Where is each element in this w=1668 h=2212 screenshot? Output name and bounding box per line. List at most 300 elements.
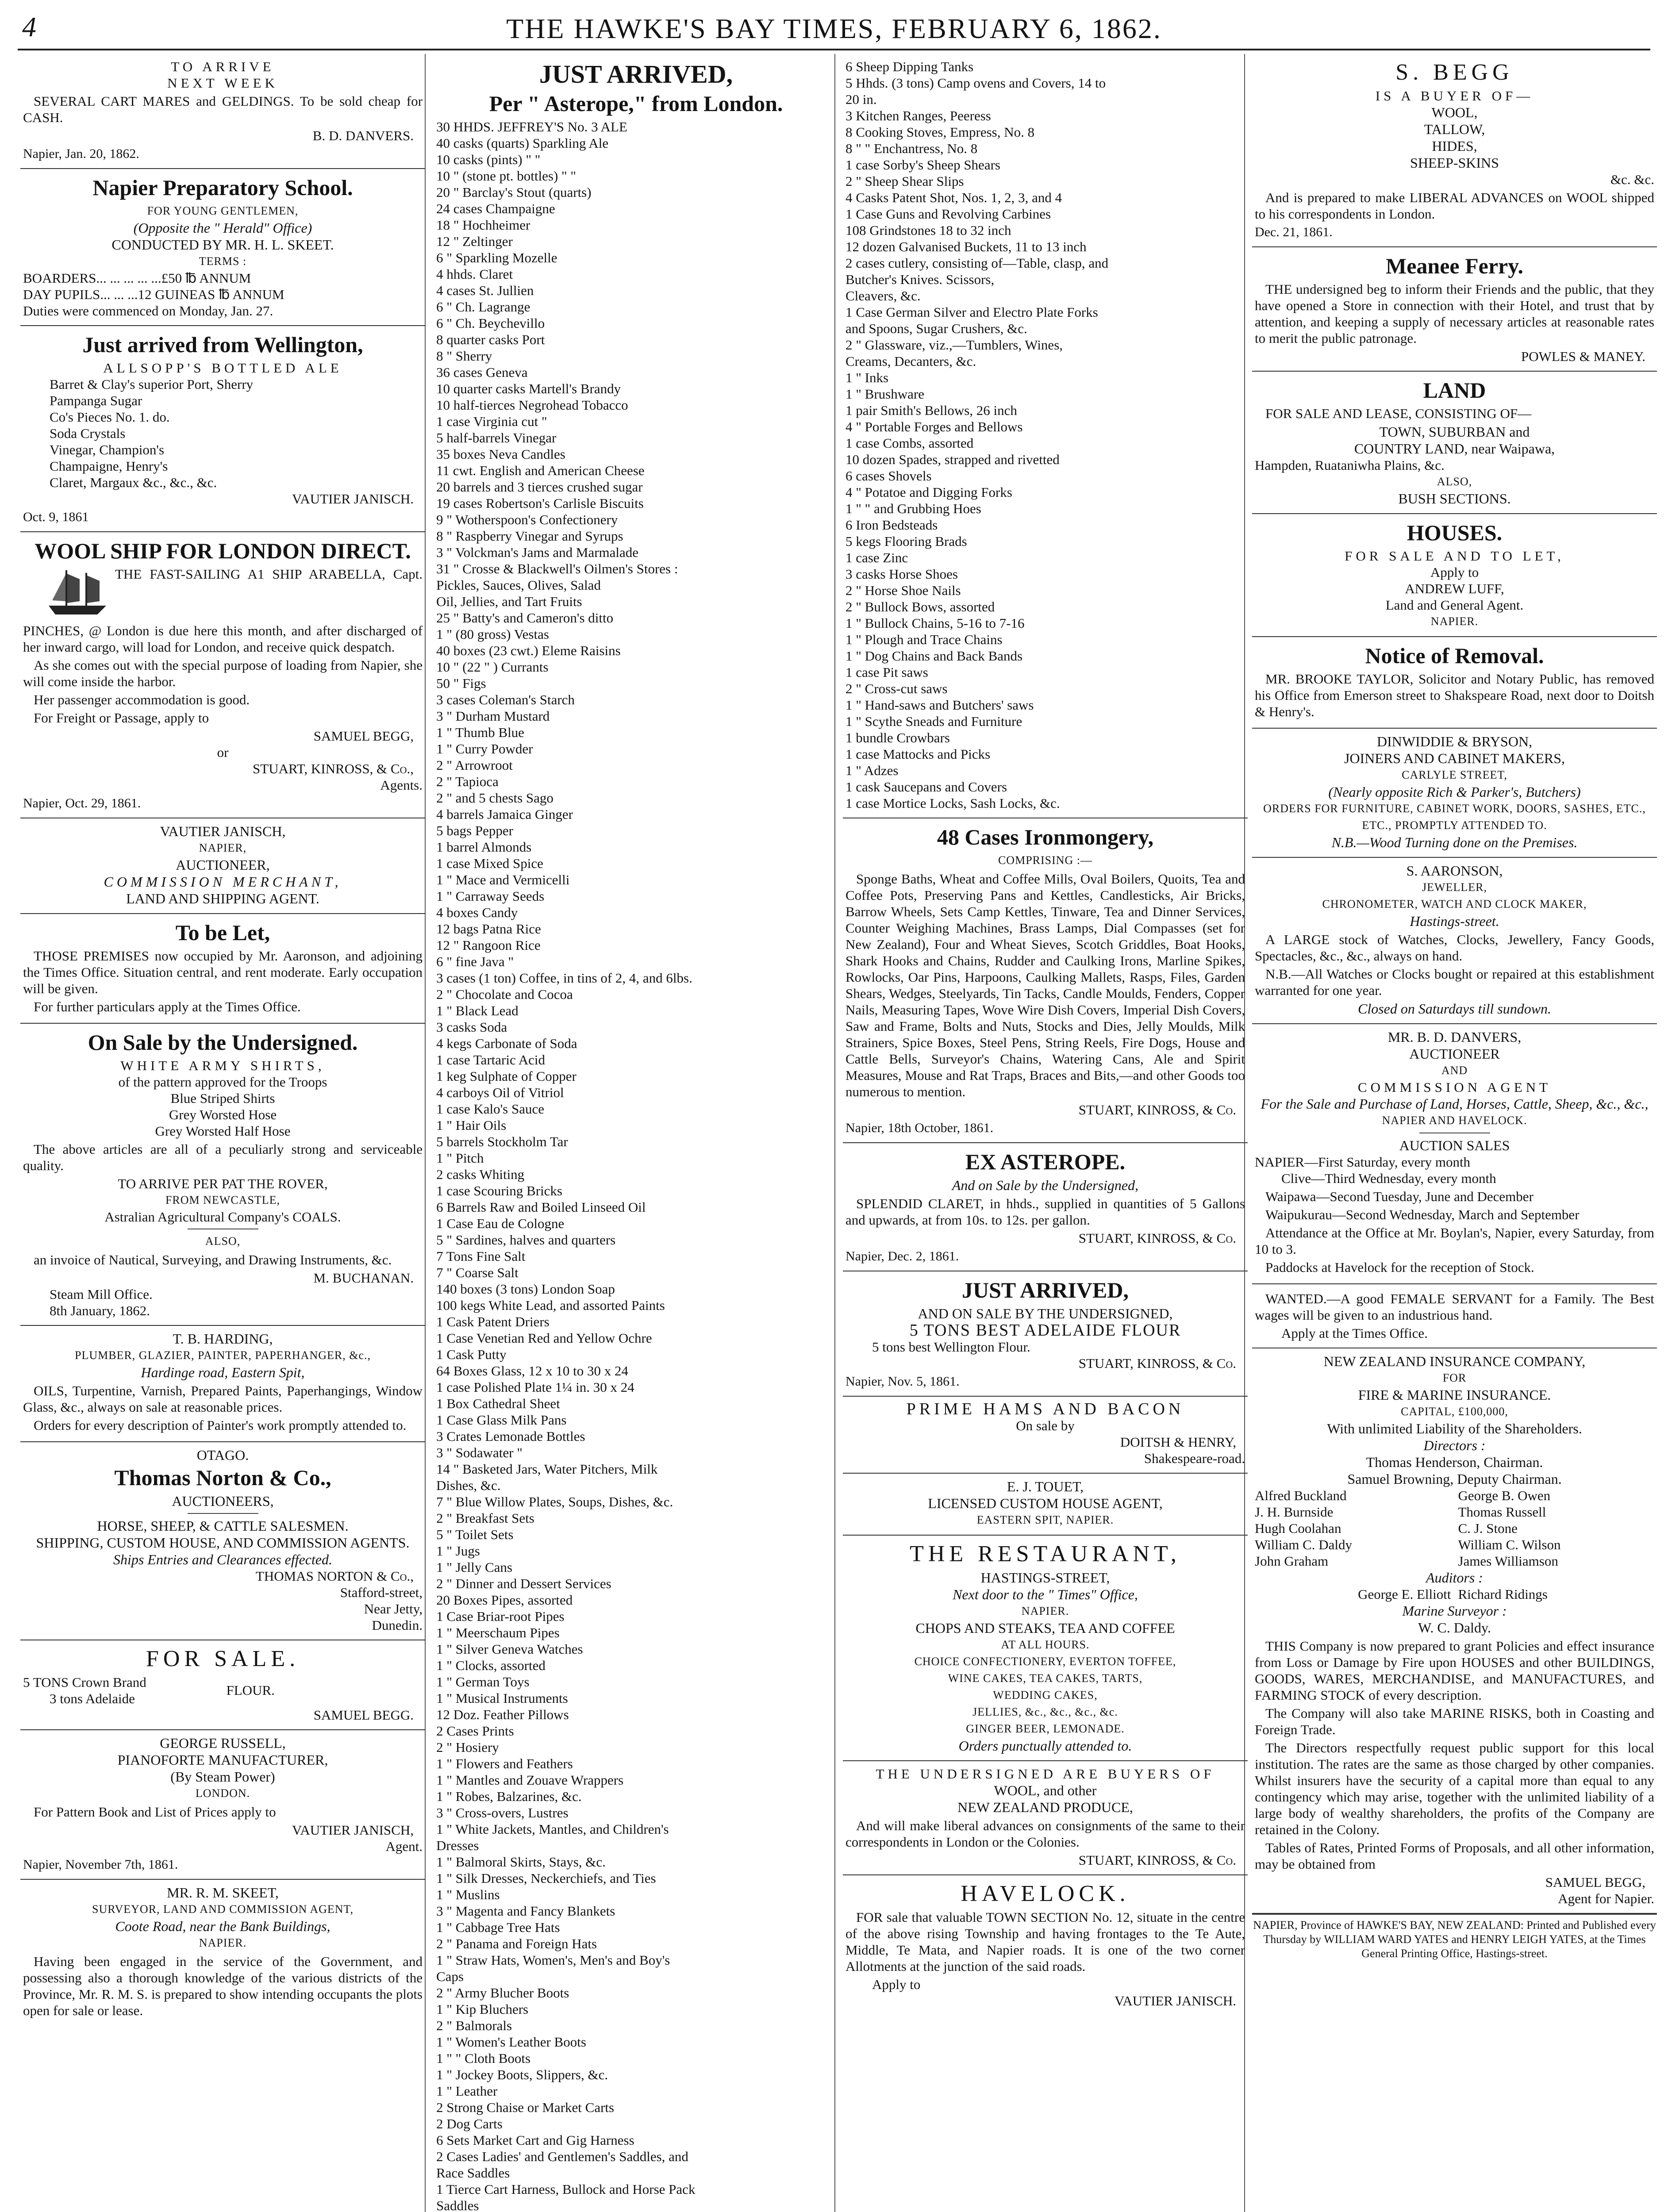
ad-line: OTAGO. [196, 1447, 249, 1463]
ad-touet [843, 1474, 1248, 1536]
cargo-item: 1 " Kip Bluchers [436, 2001, 529, 2017]
cargo-item: 2 " Bullock Bows, assorted [846, 599, 995, 614]
director-name: Alfred Buckland [1255, 1488, 1347, 1503]
cargo-item: 2 casks Whiting [436, 1167, 525, 1182]
cargo-item: 10 " (stone pt. bottles) " " [436, 168, 576, 184]
cargo-item: 1 " Flowers and Feathers [436, 1756, 573, 1771]
ad-heading: NEXT WEEK [167, 75, 278, 91]
ad-line: T. B. HARDING, [173, 1331, 273, 1347]
ad-cargo-continued [843, 54, 1248, 818]
ad-signature: B. D. DANVERS. [312, 128, 414, 143]
ad-signature: SAMUEL BEGG, [313, 728, 414, 744]
column-1 [20, 54, 425, 2212]
ad-just-arrived-asterope [434, 54, 838, 2212]
cargo-item: 1 Cask Putty [436, 1347, 507, 1362]
cargo-item: 6 " fine Java " [436, 954, 514, 969]
ad-line: AND [1441, 1064, 1468, 1077]
cargo-item: Oil, Jellies, and Tart Fruits [436, 594, 582, 609]
ad-line: George E. Elliott [1358, 1586, 1451, 1602]
cargo-item: 6 cases Shovels [846, 468, 932, 484]
ad-line: ALSO, [205, 1235, 241, 1248]
directors-right [1458, 1487, 1655, 1569]
cargo-item: 8 Cooking Stoves, Empress, No. 8 [846, 124, 1035, 140]
cargo-list [846, 58, 1245, 811]
cargo-item: 2 cases cutlery, consisting of—Table, clasp, and [846, 255, 1109, 271]
ad-line: Orders punctually attended to. [958, 1738, 1132, 1754]
ad-line: COMMISSION AGENT [1357, 1079, 1552, 1095]
cargo-item: 1 case Mattocks and Picks [846, 746, 991, 762]
ad-line: Hardinge road, Eastern Spit, [141, 1364, 305, 1380]
cargo-item: 1 Case Guns and Revolving Carbines [846, 206, 1051, 222]
ad-body: As she comes out with the special purpose of loading from Napier, she will come inside the harbor. [23, 657, 423, 689]
director-name: C. J. Stone [1458, 1521, 1518, 1536]
ad-line: or [217, 745, 229, 760]
cargo-item: 6 Sets Market Cart and Gig Harness [436, 2132, 634, 2148]
ad-line: Dunedin. [372, 1617, 423, 1633]
cargo-item: 1 " Mantles and Zouave Wrappers [436, 1772, 624, 1788]
sailing-ship-icon [34, 566, 111, 622]
ad-line: Directors : [1423, 1437, 1486, 1453]
ad-line: AUCTION SALES [1399, 1137, 1510, 1153]
ad-body: The Company will also take MARINE RISKS, both in Coasting and Foreign Trade. [1255, 1705, 1654, 1737]
ad-line: Steam Mill Office. [50, 1286, 153, 1302]
ad-signature: SAMUEL BEGG, [1545, 1874, 1645, 1890]
cargo-item: Cleavers, &c. [846, 288, 921, 303]
cargo-item: 1 " " Cloth Boots [436, 2051, 531, 2066]
cargo-item: 2 Strong Chaise or Market Carts [436, 2100, 615, 2115]
cargo-item: 6 " Ch. Beychevillo [436, 315, 545, 331]
cargo-item: 1 case Virginia cut " [436, 414, 547, 429]
ad-nz-insurance [1252, 1348, 1657, 1914]
cargo-item: 1 " " and Grubbing Hoes [846, 501, 981, 516]
director-name: Hugh Coolahan [1255, 1521, 1341, 1536]
cargo-item: 5 Hhds. (3 tons) Camp ovens and Covers, 14 to [846, 75, 1106, 91]
cargo-item: 1 " Carraway Seeds [436, 888, 545, 904]
ad-body: The above articles are all of a peculiarly strong and serviceable quality. [23, 1141, 423, 1173]
ad-line: (By Steam Power) [170, 1769, 275, 1785]
cargo-item: 5 " Sardines, halves and quarters [436, 1232, 616, 1248]
ad-body: Tables of Rates, Printed Forms of Proposals, and all other information, may be obtained from [1255, 1840, 1654, 1872]
ad-date: Napier, Dec. 2, 1861. [846, 1249, 959, 1263]
ad-title: JUST ARRIVED, [539, 60, 733, 88]
ad-signature: SAMUEL BEGG. [313, 1707, 414, 1723]
ad-body: A LARGE stock of Watches, Clocks, Jewellery, Fancy Goods, Spectacles, &c., &c., always on hand. [1255, 932, 1654, 964]
cargo-item: 1 " Balmoral Skirts, Stays, &c. [436, 1854, 606, 1870]
cargo-item: 18 " Hochheimer [436, 217, 530, 233]
cargo-item: 12 " Zeltinger [436, 234, 513, 249]
ad-line: Closed on Saturdays till sundown. [1357, 1001, 1552, 1017]
divider [188, 1513, 258, 1514]
ad-to-be-let [20, 914, 425, 1024]
ad-line: SHEEP-SKINS [1410, 155, 1499, 171]
ad-date: Oct. 9, 1861 [23, 510, 89, 524]
cargo-item: 1 " Jelly Cans [436, 1559, 512, 1575]
ad-signature: M. BUCHANAN. [313, 1270, 414, 1286]
ad-date: Napier, 18th October, 1861. [846, 1121, 994, 1135]
cargo-item: 2 " Balmorals [436, 2018, 512, 2033]
ad-line: WINE CAKES, TEA CAKES, TARTS, [948, 1672, 1143, 1685]
ad-line: Next door to the " Times" Office, [953, 1586, 1138, 1602]
cargo-item: 2 " Tapioca [436, 774, 499, 789]
cargo-item: 4 " Potatoe and Digging Forks [846, 484, 1012, 500]
cargo-item: 9 " Wotherspoon's Confectionery [436, 512, 618, 527]
ad-title: LAND [1423, 378, 1486, 403]
ad-prime-hams [843, 1397, 1248, 1474]
ad-line: HIDES, [1432, 138, 1477, 154]
cargo-item: 2 " Breakfast Sets [436, 1510, 534, 1526]
cargo-item: 1 " Robes, Balzarines, &c. [436, 1789, 582, 1804]
ad-body: Orders for every description of Painter's work promptly attended to. [34, 1417, 407, 1433]
cargo-item: 1 " Musical Instruments [436, 1690, 568, 1706]
ad-subtitle: AND ON SALE BY THE UNDERSIGNED, [918, 1306, 1173, 1321]
ad-line: VAUTIER JANISCH, [160, 823, 286, 839]
ad-line: With unlimited Liability of the Shareholders. [1327, 1421, 1582, 1436]
cargo-item: 2 " Hosiery [436, 1740, 499, 1755]
cargo-item: 3 " Magenta and Fancy Blankets [436, 1903, 615, 1919]
ad-title: Notice of Removal. [1365, 643, 1544, 668]
cargo-item: 6 Barrels Raw and Boiled Linseed Oil [436, 1199, 646, 1215]
cargo-item: 108 Grindstones 18 to 32 inch [846, 223, 1011, 238]
ad-line: PLUMBER, GLAZIER, PAINTER, PAPERHANGER, &c., [74, 1349, 371, 1362]
cargo-item: 20 barrels and 3 tierces crushed sugar [436, 479, 643, 495]
ad-line: Ships Entries and Clearances effected. [113, 1551, 332, 1567]
cargo-item: 1 " Dog Chains and Back Bands [846, 648, 1023, 664]
ad-title: To be Let, [175, 920, 270, 945]
ad-subtitle: (Opposite the " Herald" Office) [133, 220, 312, 236]
cargo-item: 7 " Coarse Salt [436, 1265, 519, 1280]
director-name: William C. Daldy [1255, 1537, 1353, 1552]
cargo-item: 3 Crates Lemonade Bottles [436, 1429, 585, 1444]
ad-line: NAPIER—First Saturday, every month [1255, 1154, 1471, 1170]
ad-subtitle: FOR YOUNG GENTLEMEN, [147, 204, 299, 217]
cargo-item: 140 boxes (3 tons) London Soap [436, 1281, 615, 1297]
ad-signature: DOITSH & HENRY, [1120, 1434, 1236, 1450]
ad-subtitle: Per " Asterope," from London. [489, 91, 783, 116]
ad-line: CHOICE CONFECTIONERY, EVERTON TOFFEE, [914, 1655, 1176, 1668]
ad-signature: STUART, KINROSS, & Co. [1078, 1102, 1236, 1118]
cargo-item: 12 dozen Galvanised Buckets, 11 to 13 inch [846, 239, 1087, 254]
ad-signature: STUART, KINROSS, & Co. [1078, 1230, 1236, 1246]
ad-subtitle: And on Sale by the Undersigned, [952, 1177, 1139, 1193]
cargo-item: 2 " Dinner and Dessert Services [436, 1576, 611, 1591]
cargo-list [436, 119, 836, 2212]
ad-line: PIANOFORTE MANUFACTURER, [117, 1752, 328, 1768]
ad-line: BUSH SECTIONS. [1398, 491, 1511, 507]
ad-body: Having been engaged in the service of the Government, and possessing also a thorough knowledge of the various districts of the Province, Mr. R. M. S. is prepared to show intending occupants the plots open for sale or lease. [23, 1954, 423, 2018]
cargo-item: 1 Cask Patent Driers [436, 1314, 550, 1329]
ad-line: Champaigne, Henry's [50, 458, 168, 474]
ad-line: Apply to [1430, 565, 1479, 580]
ad-title: S. BEGG [1395, 60, 1514, 85]
cargo-item: 1 " Jockey Boots, Slippers, &c. [436, 2067, 608, 2082]
cargo-item: 20 " Barclay's Stout (quarts) [436, 184, 592, 200]
ad-dinwiddie-bryson [1252, 729, 1657, 858]
ad-line: IS A BUYER OF— [1375, 88, 1534, 104]
cargo-item: 1 " Inks [846, 370, 889, 385]
ad-buyers-of-wool [843, 1761, 1248, 1875]
ad-body: Sponge Baths, Wheat and Coffee Mills, Oval Boilers, Quoits, Tea and Coffee Pots, Preserving Pans and Kettles, Candlesticks, Air Bricks, Barrow Wheels, Sets Camp Kettles, Tinware, Tea and Dinner Services, Counter Weighing Machines, Brass Lamps, Dial Compasses (set for New Zealand), Four and Wheat Sieves, Scotch Griddles, Boat Hooks, Shark Hooks and Chains, Rudder and Caulking Irons, Marline Spikes, Rowlocks, Oar Pins, Harpoons, Caulking Mallets, Rasps, Files, Garden Shears, Wedges, Steelyards, Tin Tacks, Candle Moulds, Fenders, Copper Nails, Measuring Tapes, Wove Wire Dish Covers, Imperial Dish Covers, Saw and Frame, Bolts and Nuts, Stocks and Dies, Jelly Moulds, Milk Strainers, Spice Boxes, Steel Pens, String Reels, Fire Dogs, House and Cattle Bells, Surveyor's Chains, Watering Cans, Ale and Spirit Measures, Mouse and Rat Traps, Braces and Bits,—and other Goods too numerous to mention. [846, 871, 1245, 1099]
ad-line: SURVEYOR, LAND AND COMMISSION AGENT, [92, 1903, 354, 1916]
ad-line: N.B.—Wood Turning done on the Premises. [1331, 834, 1578, 850]
cargo-item: 5 kegs Flooring Brads [846, 534, 967, 549]
ad-line: NAPIER, [199, 841, 247, 854]
cargo-item: 1 Case Briar-root Pipes [436, 1609, 565, 1624]
ad-line: AT ALL HOURS. [1001, 1638, 1090, 1651]
ad-signature: VAUTIER JANISCH, [292, 1822, 414, 1838]
ad-line: Coote Road, near the Bank Buildings, [115, 1918, 331, 1934]
cargo-item: 8 " " Enchantress, No. 8 [846, 141, 978, 156]
cargo-item: 30 HHDS. JEFFREY'S No. 3 ALE [436, 119, 627, 134]
ad-line: TO ARRIVE PER PAT THE ROVER, [118, 1176, 328, 1191]
ad-line: Clive—Third Wednesday, every month [1281, 1171, 1496, 1186]
ad-line: COUNTRY LAND, near Waipawa, [1354, 441, 1555, 457]
director-name: J. H. Burnside [1255, 1504, 1334, 1520]
ad-line: Apply at the Times Office. [1281, 1325, 1428, 1341]
ad-line: E. J. TOUET, [1007, 1479, 1084, 1494]
cargo-item: 12 " Rangoon Rice [436, 937, 541, 953]
cargo-item: 1 " Jugs [436, 1543, 480, 1559]
cargo-item: 2 " and 5 chests Sago [436, 790, 553, 806]
ad-body: And is prepared to make LIBERAL ADVANCES on WOOL shipped to his correspondents in London. [1255, 190, 1654, 222]
ad-line: Auditors : [1426, 1570, 1483, 1586]
cargo-item: 4 boxes Candy [436, 905, 518, 920]
ad-body: And will make liberal advances on consignments of the same to their correspondents in London or the Colonies. [846, 1818, 1245, 1850]
ad-line: &c. &c. [1610, 172, 1654, 187]
ad-body: MR. BROOKE TAYLOR, Solicitor and Notary Public, has removed his Office from Emerson street to Shakspeare Road, next door to Doitsh & Henry's. [1255, 671, 1654, 719]
column-2 [434, 54, 838, 2212]
ad-body: For Pattern Book and List of Prices apply to [34, 1804, 276, 1820]
ad-line: FOR [1442, 1371, 1467, 1384]
ad-title: NEW ZEALAND INSURANCE COMPANY, [1323, 1353, 1586, 1369]
cargo-item: 1 " Brushware [846, 386, 924, 402]
ad-skeet [20, 1880, 425, 2027]
director-name: John Graham [1255, 1553, 1329, 1569]
ad-title: Meanee Ferry. [1386, 253, 1523, 278]
ad-line: ALLSOPP'S BOTTLED ALE [103, 360, 342, 376]
ad-line: Grey Worsted Half Hose [155, 1123, 291, 1139]
cargo-item: 1 " Meerschaum Pipes [436, 1625, 560, 1640]
ad-signature: THOMAS NORTON & Co., [255, 1568, 414, 1584]
cargo-item: 1 case Kalo's Sauce [436, 1101, 545, 1117]
director-name: William C. Wilson [1458, 1537, 1561, 1552]
ad-line: GEORGE RUSSELL, [160, 1735, 286, 1751]
ad-wellington [20, 326, 425, 532]
ad-line: S. AARONSON, [1406, 863, 1503, 879]
cargo-item: 1 " Black Lead [436, 1003, 519, 1018]
cargo-item: 11 cwt. English and American Cheese [436, 463, 645, 478]
ad-date: Napier, Oct. 29, 1861. [23, 796, 141, 810]
cargo-item: 1 case Tartaric Acid [436, 1052, 546, 1068]
ad-line: LAND AND SHIPPING AGENT. [126, 891, 319, 906]
cargo-item: 1 " Curry Powder [436, 741, 533, 757]
ad-text: THE FAST-SAILING A1 SHIP ARABELLA, Capt. PINCHES, @ London is due here this month, and after discharged of her inward cargo, will load for London, and receive quick despatch. [23, 566, 423, 655]
ad-line: MR. R. M. SKEET, [167, 1885, 279, 1901]
ad-body: The Directors respectfully request public support for this local institution. The rates are the same as those charged by other companies. Whilst insurers have the security of a capital more than equal to any contingency which may arise, together with the unlimited liability of a large body of wealthy shareholders, the profits of the Company are retained in the Colony. [1255, 1740, 1654, 1837]
ad-body: WANTED.—A good FEMALE SERVANT for a Family. The Best wages will be given to an industrious hand. [1255, 1291, 1654, 1323]
ad-line: 5 tons best Wellington Flour. [872, 1339, 1030, 1355]
cargo-item: 1 " Cabbage Tree Hats [436, 1920, 560, 1935]
cargo-item: 1 case Pit saws [846, 664, 928, 680]
ad-line: Stafford-street, [340, 1585, 423, 1600]
ad-body: OILS, Turpentine, Varnish, Prepared Paints, Paperhangings, Window Glass, &c., always on sale at reasonable prices. [23, 1383, 423, 1415]
ad-line: Vinegar, Champion's [50, 442, 165, 457]
ad-line: WOOL, and other [994, 1782, 1097, 1798]
ad-line: SHIPPING, CUSTOM HOUSE, AND COMMISSION AGENTS. [36, 1535, 410, 1551]
cargo-item: 3 " Sodawater " [436, 1445, 523, 1460]
cargo-item: 10 " (22 " ) Currants [436, 659, 549, 675]
cargo-item: 3 Kitchen Ranges, Peeress [846, 108, 991, 123]
ad-line: NAPIER. [1021, 1605, 1069, 1617]
ad-signature: ANDREW LUFF, [1405, 581, 1504, 596]
ad-line: Near Jetty, [364, 1601, 423, 1617]
cargo-item: 3 " Volckman's Jams and Marmalade [436, 545, 639, 560]
cargo-item: 4 barrels Jamaica Ginger [436, 806, 573, 822]
printer-imprint: NAPIER, Province of HAWKE'S BAY, NEW ZEALAND: Printed and Published every Thursday by WILLIAM WARD YATES and HENRY LEIGH YATES, at the Times General Printing Office, Hastings-street. [1252, 1914, 1657, 1961]
ad-line: CAPITAL, £100,000, [1401, 1405, 1508, 1418]
ad-body [23, 566, 423, 655]
cargo-item: Butcher's Knives. Scissors, [846, 272, 995, 287]
ad-line: 5 TONS BEST ADELAIDE FLOUR [909, 1321, 1181, 1340]
ad-signature: STUART, KINROSS, & Co. [1078, 1852, 1236, 1868]
ad-date: 8th January, 1862. [50, 1303, 150, 1318]
cargo-item: 4 " Portable Forges and Bellows [846, 419, 1023, 434]
ad-line: HASTINGS-STREET, [980, 1570, 1110, 1586]
director-name: George B. Owen [1458, 1488, 1551, 1503]
ad-line: Agents. [380, 777, 423, 793]
ad-body: Waipawa—Second Tuesday, June and December [1265, 1189, 1533, 1204]
cargo-item: 3 casks Horse Shoes [846, 566, 958, 582]
cargo-item: Creams, Decanters, &c. [846, 353, 976, 369]
ad-line: of the pattern approved for the Troops [118, 1074, 327, 1090]
ad-body: Her passenger accommodation is good. [34, 692, 250, 707]
ad-line: FLOUR. [226, 1682, 275, 1698]
ad-title: HOUSES. [1407, 520, 1503, 545]
ad-title: THE RESTAURANT, [910, 1541, 1181, 1567]
cargo-item: 10 dozen Spades, strapped and rivetted [846, 452, 1060, 467]
ad-date: Napier, November 7th, 1861. [23, 1857, 178, 1872]
cargo-item: 1 Box Cathedral Sheet [436, 1396, 560, 1411]
ad-subtitle: TERMS : [199, 255, 247, 268]
ad-body: Paddocks at Havelock for the reception of Stock. [1265, 1260, 1534, 1275]
directors-left [1255, 1487, 1451, 1569]
ad-line: CARLYLE STREET, [1402, 768, 1507, 781]
cargo-item: 2 Cases Ladies' and Gentlemen's Saddles, and [436, 2149, 688, 2164]
ad-title: PRIME HAMS AND BACON [906, 1400, 1184, 1418]
ad-signature: VAUTIER JANISCH. [292, 491, 414, 507]
cargo-item: 1 " Thumb Blue [436, 725, 524, 740]
cargo-item: 2 " Army Blucher Boots [436, 1985, 569, 2001]
ad-ironmongery [843, 818, 1248, 1143]
ad-line: (Nearly opposite Rich & Parker's, Butchers) [1328, 784, 1581, 800]
cargo-item: 10 casks (pints) " " [436, 152, 541, 167]
ad-title: JUST ARRIVED, [962, 1278, 1129, 1302]
auditors-list [1255, 1586, 1654, 1602]
ad-harding [20, 1326, 425, 1442]
ad-line: HORSE, SHEEP, & CATTLE SALESMEN. [97, 1518, 349, 1534]
ad-date: Dec. 21, 1861. [1255, 225, 1333, 239]
ad-havelock [843, 1875, 1248, 2015]
cargo-item: Race Saddles [436, 2165, 510, 2181]
cargo-item: 35 boxes Neva Candles [436, 446, 565, 462]
ad-line: Barret & Clay's superior Port, Sherry [50, 376, 254, 392]
column-4 [1252, 54, 1657, 2212]
ad-line: Marine Surveyor : [1402, 1603, 1507, 1619]
cargo-item: 4 kegs Carbonate of Soda [436, 1036, 577, 1051]
cargo-item: 10 quarter casks Martell's Brandy [436, 381, 621, 396]
ad-line: MR. B. D. DANVERS, [1387, 1029, 1522, 1045]
director-name: Thomas Russell [1458, 1504, 1546, 1520]
cargo-item: 36 cases Geneva [436, 365, 528, 380]
ad-body: THIS Company is now prepared to grant Policies and effect insurance from Loss or Damage by Fire upon HOUSES and other BUILDINGS, GOODS, WARES, MERCHANDISE, and MANUFACTURES, and FARMING STOCK of every description. [1255, 1638, 1654, 1703]
cargo-item: 2 " Sheep Shear Slips [846, 173, 964, 189]
ad-body: Waipukurau—Second Wednesday, March and September [1265, 1207, 1580, 1222]
directors-list [1255, 1487, 1654, 1569]
cargo-item: 1 Case Venetian Red and Yellow Ochre [436, 1330, 652, 1346]
ad-aaronson [1252, 858, 1657, 1024]
cargo-item: 20 Boxes Pipes, assorted [436, 1592, 573, 1608]
ad-line: Richard Ridings [1458, 1586, 1548, 1602]
cargo-item: 3 cases (1 ton) Coffee, in tins of 2, 4, and 6lbs. [436, 970, 692, 986]
ad-line: Soda Crystals [50, 426, 126, 441]
ad-line: 3 tons Adelaide [50, 1691, 135, 1706]
ad-line: Samuel Browning, Deputy Chairman. [1347, 1471, 1562, 1487]
ad-land [1252, 372, 1657, 514]
ad-restaurant [843, 1536, 1248, 1761]
ad-line: WEDDING CAKES, [993, 1689, 1098, 1701]
ad-line: NAPIER AND HAVELOCK. [1382, 1114, 1527, 1127]
ad-line: AUCTIONEER, [176, 857, 270, 873]
ad-wanted-servant [1252, 1284, 1657, 1348]
cargo-item: 2 " Arrowroot [436, 757, 513, 773]
cargo-item: 7 " Blue Willow Plates, Soups, Dishes, &c. [436, 1494, 673, 1509]
ad-subtitle: COMPRISING :— [998, 854, 1093, 867]
cargo-item: 1 " Mace and Vermicelli [436, 872, 570, 887]
ad-line: LICENSED CUSTOM HOUSE AGENT, [928, 1495, 1163, 1511]
ad-adelaide-flour [843, 1271, 1248, 1397]
ad-thomas-norton [20, 1442, 425, 1640]
ad-line: Apply to [872, 1977, 921, 1992]
cargo-item: 3 cases Coleman's Starch [436, 692, 575, 707]
ad-body: For further particulars apply at the Times Office. [34, 999, 301, 1014]
cargo-item: 31 " Crosse & Blackwell's Oilmen's Stores : [436, 561, 678, 576]
ad-line: Agent. [385, 1839, 423, 1854]
cargo-item: 1 " Scythe Sneads and Furniture [846, 714, 1022, 729]
ad-line: Grey Worsted Hose [169, 1107, 277, 1122]
cargo-item: 19 cases Robertson's Carlisle Biscuits [436, 495, 644, 511]
ad-line: FROM NEWCASTLE, [165, 1194, 281, 1206]
ad-line: COMMISSION MERCHANT, [104, 874, 342, 890]
ad-line: JEWELLER, [1422, 881, 1487, 894]
cargo-item: 1 " Hair Oils [436, 1118, 507, 1133]
ad-title: FOR SALE. [146, 1646, 300, 1671]
ad-s-begg [1252, 54, 1657, 247]
cargo-item: 1 case Combs, assorted [846, 435, 974, 451]
ad-notice-of-removal [1252, 637, 1657, 729]
cargo-item: Dishes, &c. [436, 1478, 501, 1493]
cargo-item: 1 Case German Silver and Electro Plate Forks [846, 304, 1098, 320]
cargo-item: 3 " Cross-overs, Lustres [436, 1805, 569, 1820]
cargo-item: 2 " Cross-cut saws [846, 681, 948, 696]
cargo-item: 4 cases St. Jullien [436, 283, 534, 298]
ad-line: Blue Striped Shirts [170, 1091, 275, 1106]
ad-body: N.B.—All Watches or Clocks bought or repaired at this establishment warranted for one year. [1255, 966, 1654, 998]
cargo-item: 1 case Polished Plate 1¼ in. 30 x 24 [436, 1379, 634, 1395]
cargo-item: 1 " Leather [436, 2083, 498, 2099]
ad-line: NEW ZEALAND PRODUCE, [957, 1799, 1133, 1815]
ad-wool-ship [20, 532, 425, 818]
ad-line: AUCTIONEER [1409, 1046, 1500, 1062]
ad-signature: STUART, KINROSS, & Co. [1078, 1356, 1236, 1371]
